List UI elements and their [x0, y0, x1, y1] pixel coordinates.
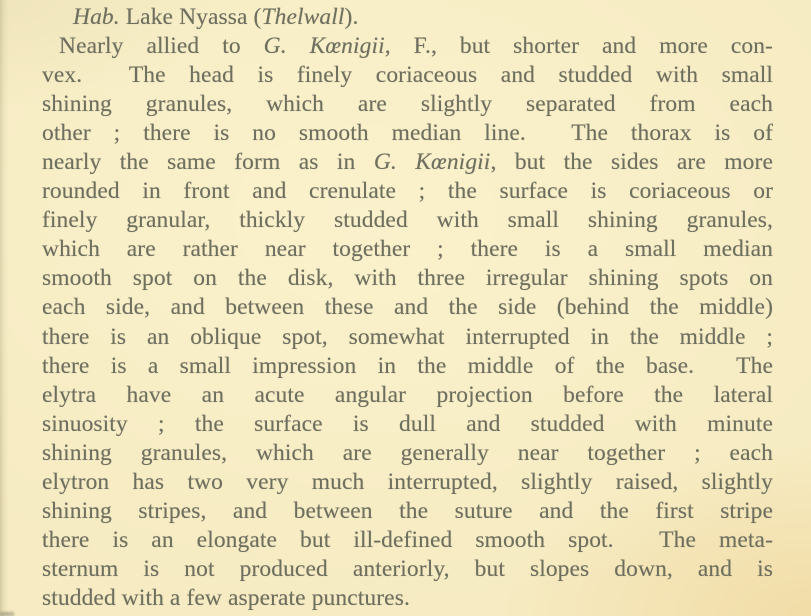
text-segment: vex. The head is finely coriaceous and studded with small — [42, 62, 773, 89]
text-segment-italic: Hab. — [73, 4, 120, 30]
text-segment: , F., but shorter and more con- — [384, 33, 773, 60]
text-line — [42, 3, 773, 32]
text-line — [42, 61, 773, 90]
text-segment: elytron has two very much interrupted, slightly raised, slightly — [42, 468, 773, 495]
text-line — [42, 410, 773, 439]
text-line — [42, 119, 773, 148]
text-segment: elytra have an acute angular projection before the lateral — [42, 381, 773, 408]
text-line — [42, 293, 773, 322]
text-segment: which are rather near together ; there is a small median — [42, 236, 773, 263]
text-line — [42, 177, 773, 206]
text-line — [42, 497, 773, 526]
text-segment: , but the sides are more — [490, 149, 773, 176]
text-line — [42, 32, 773, 61]
text-segment: sinuosity ; the surface is dull and studded with minute — [42, 410, 773, 437]
text-segment-italic: Thelwall — [261, 4, 345, 30]
text-segment: there is a small impression in the middle of the base. The — [42, 352, 773, 379]
text-block — [42, 3, 773, 613]
text-segment: shining stripes, and between the suture and the first stripe — [42, 497, 773, 524]
text-segment-italic: G. Kœnigii — [263, 33, 385, 60]
text-line — [42, 323, 773, 352]
text-line — [42, 439, 773, 468]
text-line — [42, 148, 773, 177]
text-line — [42, 381, 773, 410]
scan-edge-artifact — [0, 612, 14, 616]
text-segment: sternum is not produced anteriorly, but slopes down, and is — [42, 555, 773, 582]
text-segment: Nearly allied to — [59, 33, 264, 60]
text-line — [42, 468, 773, 497]
text-line — [42, 90, 773, 119]
text-segment: Lake Nyassa ( — [119, 4, 262, 30]
text-segment: each side, and between these and the side (behind the middle) — [42, 294, 773, 321]
text-line — [42, 584, 773, 613]
text-segment: ). — [344, 4, 359, 30]
text-line — [42, 206, 773, 235]
text-segment: there is an elongate but ill-defined smooth spot. The meta- — [42, 526, 773, 553]
text-segment: smooth spot on the disk, with three irregular shining spots on — [42, 265, 773, 292]
text-line — [42, 235, 773, 264]
text-segment: other ; there is no smooth median line. The thorax is of — [42, 120, 773, 147]
text-line — [42, 264, 773, 293]
text-segment: nearly the same form as in — [42, 149, 374, 176]
text-line — [42, 526, 773, 555]
text-line — [42, 352, 773, 381]
text-segment: shining granules, which are slightly separated from each — [42, 91, 773, 118]
text-segment: studded with a few asperate punctures. — [42, 584, 410, 611]
text-segment: finely granular, thickly studded with small shining granules, — [42, 207, 773, 234]
text-line — [42, 555, 773, 584]
text-segment: rounded in front and crenulate ; the surface is coriaceous or — [42, 178, 773, 205]
text-segment: shining granules, which are generally near together ; each — [42, 439, 773, 466]
text-segment: there is an oblique spot, somewhat interrupted in the middle ; — [42, 323, 773, 350]
text-segment-italic: G. Kœnigii — [373, 149, 491, 176]
